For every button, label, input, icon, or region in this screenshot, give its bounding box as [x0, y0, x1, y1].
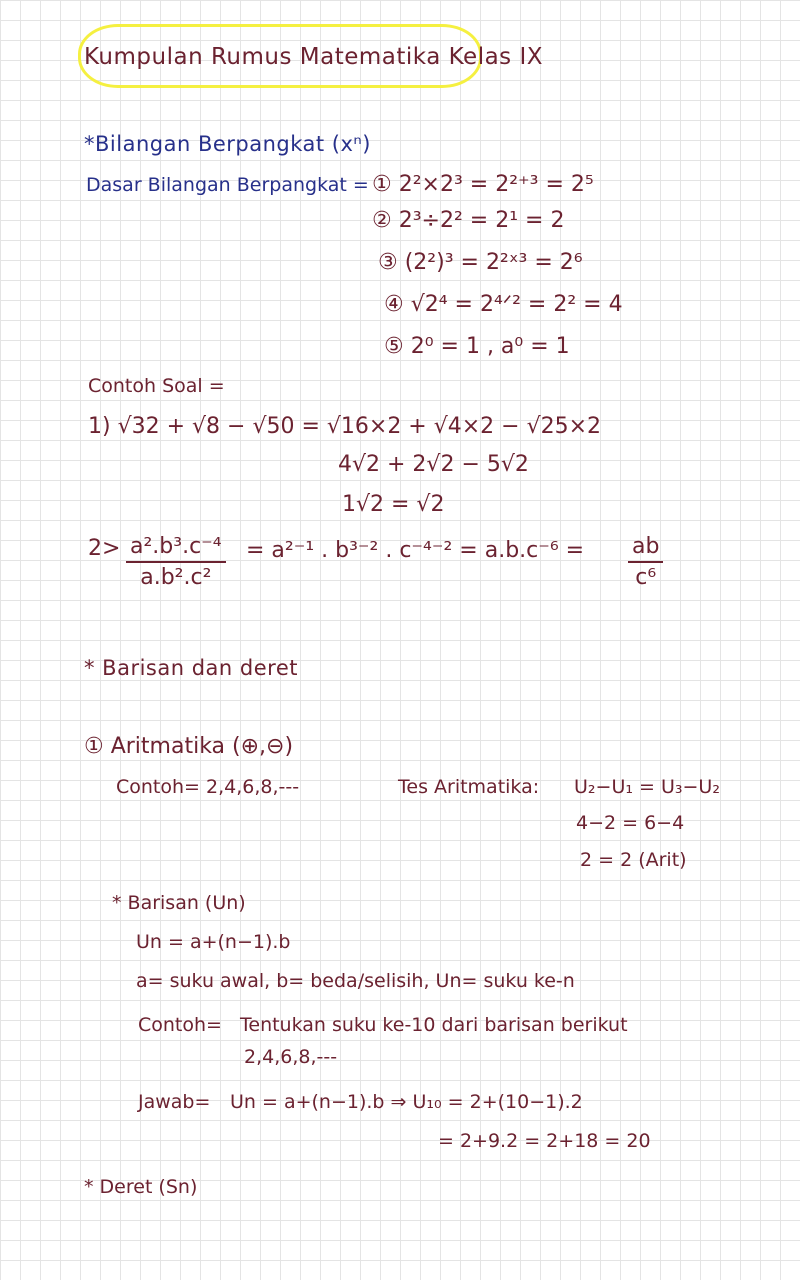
section-heading-barisan: * Barisan dan deret — [84, 656, 298, 680]
rule-2: ② 2³÷2² = 2¹ = 2 — [372, 208, 565, 233]
rule-4: ④ √2⁴ = 2⁴ᐟ² = 2² = 4 — [384, 292, 623, 317]
tes-line-3: 2 = 2 (Arit) — [580, 849, 687, 871]
aritmatika-heading: ① Aritmatika (⊕,⊖) — [84, 734, 294, 759]
contoh-label: Contoh= — [138, 1014, 222, 1036]
contoh-text: Tentukan suku ke-10 dari barisan berikut — [240, 1014, 628, 1036]
rule-5: ⑤ 2⁰ = 1 , a⁰ = 1 — [384, 334, 570, 359]
dasar-label: Dasar Bilangan Berpangkat = — [86, 174, 369, 196]
example-1-line-3: 1√2 = √2 — [342, 492, 445, 517]
jawab-label: Jawab= — [138, 1091, 211, 1113]
contoh-soal-label: Contoh Soal = — [88, 375, 225, 397]
jawab-line-2: = 2+9.2 = 2+18 = 20 — [438, 1130, 651, 1152]
example-1-line-2: 4√2 + 2√2 − 5√2 — [338, 452, 529, 477]
tes-aritmatika-label: Tes Aritmatika: — [398, 776, 540, 798]
tes-line-2: 4−2 = 6−4 — [576, 812, 685, 834]
section-heading-bilangan: *Bilangan Berpangkat (xⁿ) — [84, 132, 371, 156]
example-2-middle: = a²⁻¹ . b³⁻² . c⁻⁴⁻² = a.b.c⁻⁶ = — [246, 538, 585, 563]
example-2-numerator: a².b³.c⁻⁴ — [126, 534, 226, 563]
barisan-definition: a= suku awal, b= beda/selisih, Un= suku ke-n — [136, 970, 575, 992]
contoh-sequence-2: 2,4,6,8,--- — [244, 1046, 338, 1068]
deret-heading: * Deret (Sn) — [84, 1176, 198, 1198]
rule-3: ③ (2²)³ = 2²ˣ³ = 2⁶ — [378, 250, 583, 275]
barisan-formula: Un = a+(n−1).b — [136, 931, 291, 953]
jawab-line-1: Un = a+(n−1).b ⇒ U₁₀ = 2+(10−1).2 — [230, 1091, 583, 1113]
example-1-line-1: 1) √32 + √8 − √50 = √16×2 + √4×2 − √25×2 — [88, 414, 602, 439]
barisan-heading: * Barisan (Un) — [112, 892, 246, 914]
contoh-sequence: Contoh= 2,4,6,8,--- — [116, 776, 300, 798]
example-2-result-numerator: ab — [628, 534, 663, 563]
example-2-prefix: 2> — [88, 536, 121, 561]
example-2-fraction — [126, 534, 226, 590]
tes-line-1: U₂−U₁ = U₃−U₂ — [574, 776, 720, 798]
page-title: Kumpulan Rumus Matematika Kelas IX — [84, 44, 544, 70]
example-2-result — [628, 534, 663, 590]
rule-1: ① 2²×2³ = 2²⁺³ = 2⁵ — [372, 172, 594, 197]
example-2-denominator: a.b².c² — [140, 565, 212, 590]
example-2-result-denominator: c⁶ — [635, 565, 657, 590]
